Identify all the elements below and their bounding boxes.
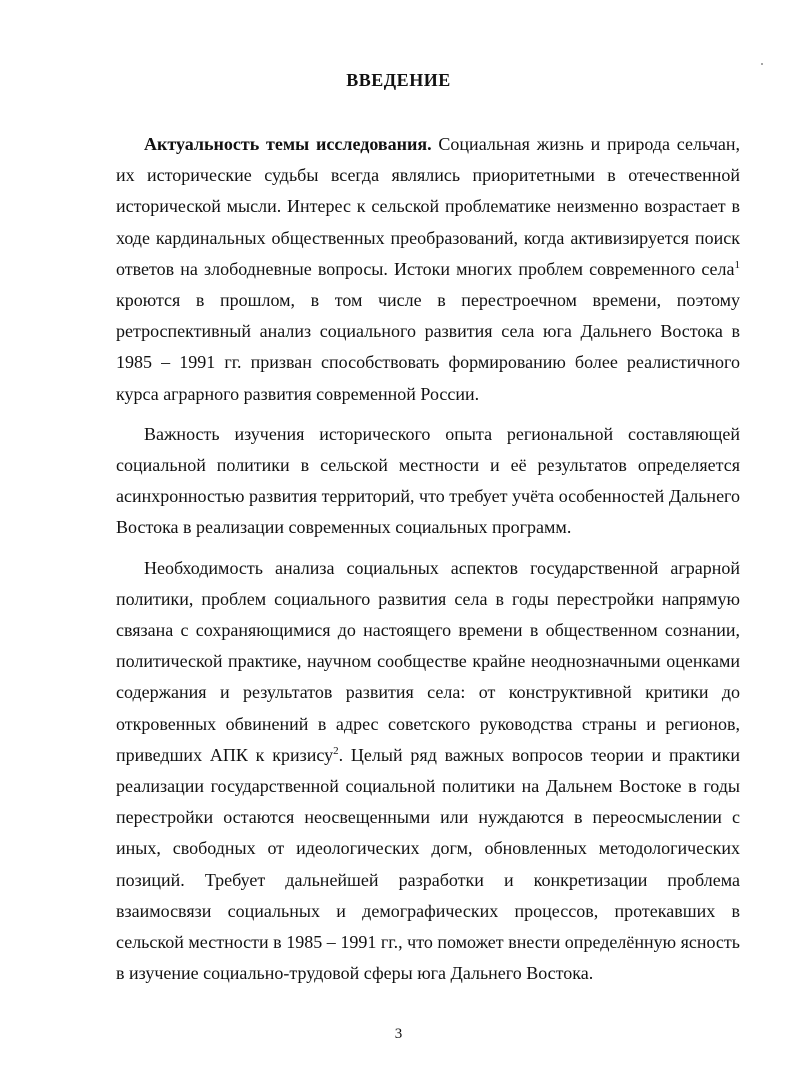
scan-speck — [761, 63, 763, 65]
page-number: 3 — [394, 1026, 403, 1042]
footnote-marker: 1 — [734, 258, 740, 271]
paragraph-necessity — [116, 553, 740, 990]
paragraph-lead: Актуальность темы исследования. — [144, 134, 432, 154]
paragraph-text: Социальная жизнь и природа сельчан, их исторические судьбы всегда являлись приоритетными в отечественной исторической мысли. Интерес к сельской проблематике неизменно возрастает в ходе кардинальных общественных преобразований, когда активизируется поиск ответов на злободневные вопросы. Истоки многих проблем современного села — [116, 134, 740, 279]
paragraph-relevance — [116, 129, 740, 410]
paragraph-text: кроются в прошлом, в том числе в перестроечном времени, поэтому ретроспективный анализ социального развития села юга Дальнего Востока в 1985 – 1991 гг. призван способствовать формированию более реалистичного курса аграрного развития современной России. — [116, 290, 740, 404]
paragraph-text: Необходимость анализа социальных аспектов государственной аграрной политики, проблем социального развития села в годы перестройки напрямую связана с сохраняющимися до настоящего времени в общественном сознании, политической практике, научном сообществе крайне неоднозначными оценками содержания и результатов развития села: от конструктивной критики до откровенных обвинений в адрес советского руководства страны и регионов, приведших АПК к кризису — [116, 557, 740, 765]
paragraph-text: . Целый ряд важных вопросов теории и практики реализации государственной социальной политики на Дальнем Востоке в годы перестройки остаются неосвещенными или нуждаются в переосмыслении с иных, свободных от идеологических догм, обновленных методологических позиций. Требует дальнейшей разработки и конкретизации проблема взаимосвязи социальных и демографических процессов, протекавших в сельской местности в 1985 – 1991 гг., что поможет внести определённую ясность в изучение социально-трудовой сферы юга Дальнего Востока. — [116, 744, 740, 984]
paragraph-importance: Важность изучения исторического опыта региональной составляющей социальной политики в сельской местности и её результатов определяется асинхронностью развития территорий, что требует учёта особенностей Дальнего Востока в реализации современных социальных программ. — [116, 423, 740, 538]
page-title: ВВЕДЕНИЕ — [346, 70, 451, 90]
body-text — [116, 129, 740, 989]
footnote-marker: 2 — [333, 744, 339, 757]
